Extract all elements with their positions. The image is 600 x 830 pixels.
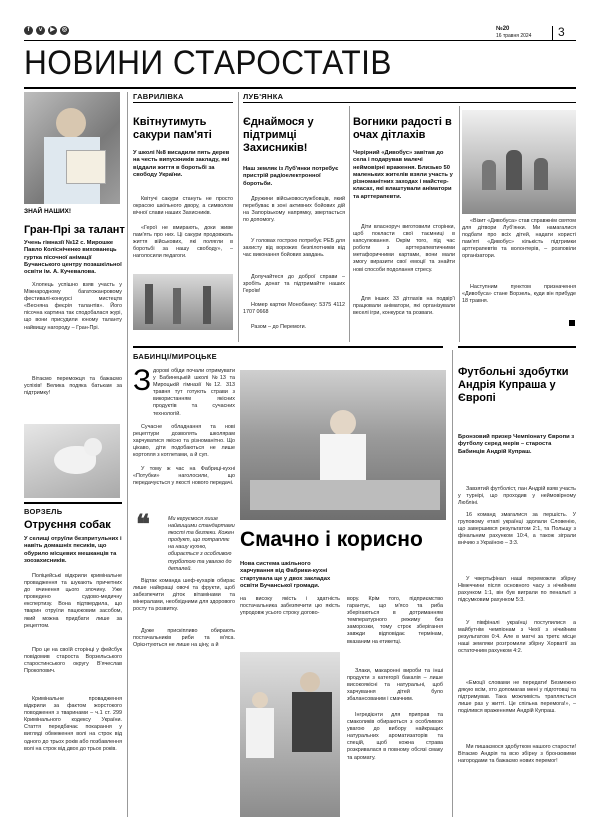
tag-babyntsi: БАБИНЦІ/МИРОЦЬКЕ: [133, 352, 217, 361]
right-rule: [458, 346, 576, 348]
column-divider-1: [127, 92, 128, 817]
issue-date: 16 травня 2024: [496, 33, 532, 39]
article-body3-football: У чвертьфінал наші переможли збірну Німеччини після основного часу з нічийним рахунком 1:1, він був виграли по пенальті з підсумковим рахунком 5:3.: [458, 576, 576, 604]
article-body-sakura: Квітучі сакури стануть не просто окрасою шкільного двору, а символом вічної слави наших Захисників.: [133, 196, 233, 217]
article-body6-food: вору. Крім того, підприємство гарантує, що м'ясо та риба зберігаються в дотриманням температурного режиму без заморозки, тому строк зберігання завжди відповідає термінам, вказаним на етикетці.: [347, 596, 443, 645]
article-lead-sakura: У школі №8 висадили пять дерев на честь випускників закладу, які віддали життя в боротьбі за свободу України.: [133, 150, 230, 178]
article-title-dyvobus: Вогники радості в очах дітлахів: [353, 116, 452, 141]
article-body7-food: Злаки, макаронні вироби та інші продукти з категорії бакалія – лише високоякісні та натуральні, щоб харчування дітей було збалансованим і смачним.: [347, 668, 443, 703]
article-lead-food: Нова система шкільного харчування від Фабрики-кухні стартувала ще у двох закладах освіти Бучанської громади.: [240, 561, 331, 589]
page-number: 3: [558, 25, 565, 39]
tag-lubyanka: ЛУБ'ЯНКА: [243, 92, 284, 101]
article-title-grand-prix: Гран-Прі за талант: [24, 224, 125, 236]
photo-sakura-planting: [133, 274, 233, 330]
article-body6-football: Ми пишаємося здобутком нашого старости! Вітаємо Андрія та всю збірну з бронзовими нагородами та бажаємо нових перемог!: [458, 744, 576, 765]
photo-boy-with-certificate: [24, 92, 120, 204]
issue-number: №20: [496, 26, 510, 32]
photo-dog: [24, 424, 120, 498]
photo-dyvobus-children: [462, 110, 576, 214]
article-title-sakura: Квітнутимуть сакури пам'яті: [133, 116, 212, 141]
article-lead-dogs: У селищі отруїли безпритульних і навіть домашніх песиків, що обурило місцевих мешканців та зоозахисників.: [24, 536, 122, 564]
article-body-grand-prix: Хлопець успішно взяв участь у Міжнародному багатожанровому фестивалі-конкурсі мистецтв «Весняна феєрія талантів». Його пісочна картина так сподобалася журі, що вони присудили юному таланту найвищу нагороду – Гран-Прі.: [24, 282, 122, 331]
article-body-support: Дружини військовослужбовців, який перебуває в зоні активних бойових дій на Запорізькому напрямку, звертається по допомогу.: [243, 196, 345, 224]
caption-dyvobus: «Візит «Дивобуса» став справжнім святом для дітвори Луб'янки. Ми намагалися подбати про всіх дітей, надати користі пам'яті «Дивобус» кількість підтримки арттерапевтів та волонтерів, – розповіли організатори.: [462, 218, 576, 260]
article-lead-football: Бронзовий призер Чемпіонату Європи з футболу серед мерів – староста Бабинців Андрій Купраш.: [458, 434, 575, 455]
article-body2-football: 16 команд змагалися за першість. У груповому етапі українці здолали Словенію, що завершився результатом 2:1, та Польщу з фінальним рахунком 10:4, а також зіграли внічию з Україною – 3:3.: [458, 512, 576, 547]
tag-rule-2: [243, 102, 576, 103]
article-lead-grand-prix: Учень гімназії №12 с. Мирошке Павло Колісніченко вихованець гуртка пісочної анімації Бучанського центру позашкільної освіти ім. А. Кучевалова.: [24, 240, 122, 276]
quote-icon: ❝: [136, 509, 150, 539]
tag-vorzel: ВОРЗЕЛЬ: [24, 502, 122, 516]
article-body3-food: Відтак команда шеф-кухарів обирає лише найкращі овочі та фрукти, щоб забезпечити діток вітамінами та мінералами, необхідними для здорового росту та розвитку.: [133, 578, 235, 613]
article-body3-support: Долучайтеся до доброї справи – зробіть донат та підтримайте наших Героїв!: [243, 274, 345, 295]
pull-quote: Ми керуємося лише найвищими стандартами якості та безпеки. Кожен продукт, що потрапляє на нашу кухню, обирається з особливою турботою та увагою до деталей.: [168, 516, 235, 572]
column-divider-4: [459, 106, 460, 342]
article-title-support: Єднаймося у підтримці Захисників!: [243, 116, 314, 154]
article-body-food: Сучасне обладнання та нові рецептури дозволять школярам харчуватися якісно та різноманітно. Що цікаво, діти подобаються не лише кортопля з котлетами, а й суп.: [133, 424, 235, 459]
article-body5-football: «Емоції словами не передати! Безмежно дякую всім, хто допомагав мені у підготовці та підтримував. Така можливість трапляється лише раз у житті. Це спільна перемога!», – поділився враженнями Андрій Купраш.: [458, 680, 576, 715]
article-title-football: Футбольні здобутки Андрія Купраша у Європі: [458, 366, 569, 404]
card-number: Номер картки Монобанку: 5375 4112 1707 0668: [243, 302, 345, 316]
article-lead-dyvobus: Черірний «Дивобус» завітав до села і подарував малечі неймовірні враження. Близько 50 маленьких жителів взяли участь у різноманітних заходах і майстер-класах, які влаштували аніматори та арттерапевти.: [353, 150, 453, 200]
photo-kitchen-staff: [240, 652, 340, 817]
photo-kitchen-cook: [240, 370, 446, 520]
tag-rule: [133, 102, 233, 103]
article-body8-food: Інгредієнти для приправ та смаколиків обираються з особливою увагою до вибору найкращих натуральних ароматизаторів та спецій, щоб кожна страва розкривалася в повному обсязі смаку та аромату.: [347, 712, 443, 761]
facebook-icon[interactable]: f: [24, 26, 33, 35]
page-divider: [552, 26, 553, 40]
article-body-dyvobus: Діти власноруч виготовили сторінки, щоб покласти свої таємниці в капсулювання. Окрім того, під час роботи з арттерапевтичними метафоричними картами, вони мали змогу виразити свої емоції та знайти нові способи подолання стресу.: [353, 224, 455, 273]
article-body4-football: У півфіналі українці поступилися а майбутнім чемпіонам з Чехії з нічийним результатом 0:4. Але в матчі за третє місце наші земляки розгромили збірну Хорватії за остаточним рахунком 4:2.: [458, 620, 576, 655]
viber-icon[interactable]: v: [36, 26, 45, 35]
article-lead-support: Наш земляк із Луб'янки потребує пристрій радіоелектронної боротьби.: [243, 166, 339, 187]
article-body2-food: У тому ж час на Фабриці-кухні «Потубки» наголосили, що передачується у якості нового передачі.: [133, 466, 235, 487]
drop-cap: З: [133, 364, 152, 397]
tag-know-ours: ЗНАЙ НАШИХ!: [24, 208, 72, 215]
title-rule: [24, 87, 576, 89]
social-icons: [24, 26, 69, 35]
tag-gavrylivka: ГАВРИЛІВКА: [133, 92, 184, 101]
article-body3-dyvobus: Наступним пунктом призначення «Дивобуса» стане Ворзель, куди він прибуде 18 травня.: [462, 284, 576, 305]
instagram-icon[interactable]: ◎: [61, 27, 68, 33]
end-mark: [569, 320, 575, 326]
article-body3-dogs: Кримінальне провадження відкрили за фактом жорстокого поводження з тваринами – ч.1 ст. 299 Кримінального кодексу України. Стаття передбачає покарання у вигляді обмеження волі на строк від одного до трьох років або позбавлення волі на строк від двох до трьох років.: [24, 696, 122, 752]
article-body2-grand-prix: Вітаємо переможця та бажаємо успіхів! Велика подяка батькам за підтримку!: [24, 376, 122, 397]
article-title-dogs: Отруєння собак: [24, 519, 111, 531]
article-body5-food: на високу якість і здатність постачальника забезпечити цю якість упродовж усього строку догово-: [240, 596, 340, 617]
youtube-icon[interactable]: ▶: [48, 26, 57, 35]
article-body4-food: Дуже прискіпливо обирають постачальників риби та м'яса. Орієнтуються не лише на ціну, а й: [133, 628, 235, 649]
article-body2-dyvobus: Для інших 33 дітлахів на подвір'ї працювали аніматори, які організували веселі ігри, конкурси та розваги.: [353, 296, 455, 317]
column-divider-2: [238, 92, 239, 342]
section-title: НОВИНИ СТАРОСТАТІВ: [24, 44, 392, 82]
middle-rule: [133, 346, 443, 348]
column-divider-5: [452, 350, 453, 817]
article-body2-sakura: «Герої не вмирають, доки живе пам'ять про них. Ці сакури продовжать життя військових, які полягли в боротьбі за нашу свободу», – наголосили педагоги.: [133, 225, 233, 260]
article-intro-food: дорові обіди почали отримувати у Бабинецькій школі №13 та Мироцькій гімназії №12. 313 травня тут готують страви з використанням якісних продуктів та сучасних технологій.: [153, 368, 235, 417]
header-rule: [24, 40, 576, 41]
article-body-football: Завзятий футболіст, пан Андрій взяв участь у турнірі, що проходив у неймовірному Любліні.: [458, 486, 576, 507]
article-body-dogs: Поліцейські відкрили кримінальне провадження та шукають причетних до вчинення цього злочину. Уже проведено судово-медичну експертизу. Вона підтвердила, що тварин отруїли пацюковим засобом, який можна придбати лише за рецептом.: [24, 573, 122, 629]
article-body2-dogs: Про це на своїй сторінці у фейсбук повідомив староста Ворзельського старостинського округу В'ячеслав Прокопович.: [24, 647, 122, 675]
article-body2-support: У головах гострою потребує РЕБ для захисту від ворожих безпілотників від час виконання бойових завдань.: [243, 238, 345, 259]
article-body5-support: Разом – до Перемоги.: [251, 324, 307, 330]
headline-tasty: Смачно і корисно: [240, 528, 423, 551]
column-divider-3: [349, 106, 350, 342]
